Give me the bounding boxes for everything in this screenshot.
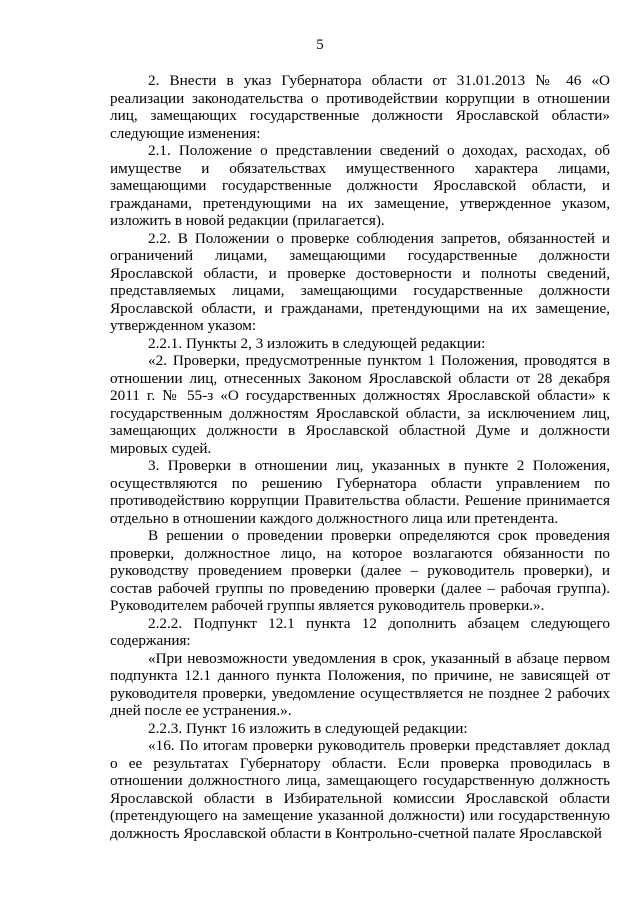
paragraph-2-2-1: 2.2.1. Пункты 2, 3 изложить в следующей редакции:	[148, 334, 486, 352]
page-number: 5	[316, 37, 324, 53]
paragraph-2-2-2: 2.2.2. Подпункт 12.1 пункта 12 дополнить абзацем следующего содержания:	[110, 614, 610, 649]
paragraph-2-2-3: 2.2.3. Пункт 16 изложить в следующей редакции:	[148, 719, 468, 737]
paragraph-point-2: «2. Проверки, предусмотренные пунктом 1 Положения, проводятся в отношении лиц, отнесенных Законом Ярославской области от 28 декабря 2011 г. № 55-з «О государственных должностях Ярославской области» к государственным должностям Ярославской области, за исключением лиц, замещающих должности в Ярославской областной Думе и должности мировых судей.	[110, 352, 610, 457]
paragraph-notification: «При невозможности уведомления в срок, указанный в абзаце первом подпункта 12.1 данного пункта Положения, по причине, не зависящей от руководителя проверки, уведомление осуществляется не позднее 2 рабочих дней после ее устранения.».	[110, 649, 610, 719]
paragraph-amend-decree: 2. Внести в указ Губернатора области от 31.01.2013 № 46 «О реализации законодательства о противодействии коррупции в отношении лиц, замещающих государственные должности Ярославской области» следующие изменения:	[110, 72, 610, 142]
paragraph-point-3: 3. Проверки в отношении лиц, указанных в пункте 2 Положения, осуществляются по решению Губернатора области управлением по противодействию коррупции Правительства области. Решение принимается отдельно в отношении каждого должностного лица или претендента.	[110, 457, 610, 527]
paragraph-point-16: «16. По итогам проверки руководитель проверки представляет доклад о ее результатах Губернатору области. Если проверка проводилась в отношении должностного лица, замещающего государственную должность Ярославской области в Избирательной комиссии Ярославской области (претендующего на замещение указанной должности) или государственную должность Ярославской области в Контрольно-счетной палате Ярославской	[110, 737, 610, 842]
document-body	[110, 72, 610, 842]
paragraph-2-1: 2.1. Положение о представлении сведений о доходах, расходах, об имуществе и обязательствах имущественного характера лицами, замещающими государственные должности Ярославской области, и гражданами, претендующими на их замещение, утвержденное указом, изложить в новой редакции (прилагается).	[110, 142, 610, 229]
paragraph-2-2: 2.2. В Положении о проверке соблюдения запретов, обязанностей и ограничений лицами, замещающими государственные должности Ярославской области, и проверке достоверности и полноты сведений, представляемых лицами, замещающими государственные должности Ярославской области, и гражданами, претендующими на их замещение, утвержденном указом:	[110, 229, 610, 334]
paragraph-decision: В решении о проведении проверки определяются срок проведения проверки, должностное лицо, на которое возлагаются обязанности по руководству проведением проверки (далее – руководитель проверки), и состав рабочей группы по проведению проверки (далее – рабочая группа). Руководителем рабочей группы является руководитель проверки.».	[110, 527, 610, 614]
